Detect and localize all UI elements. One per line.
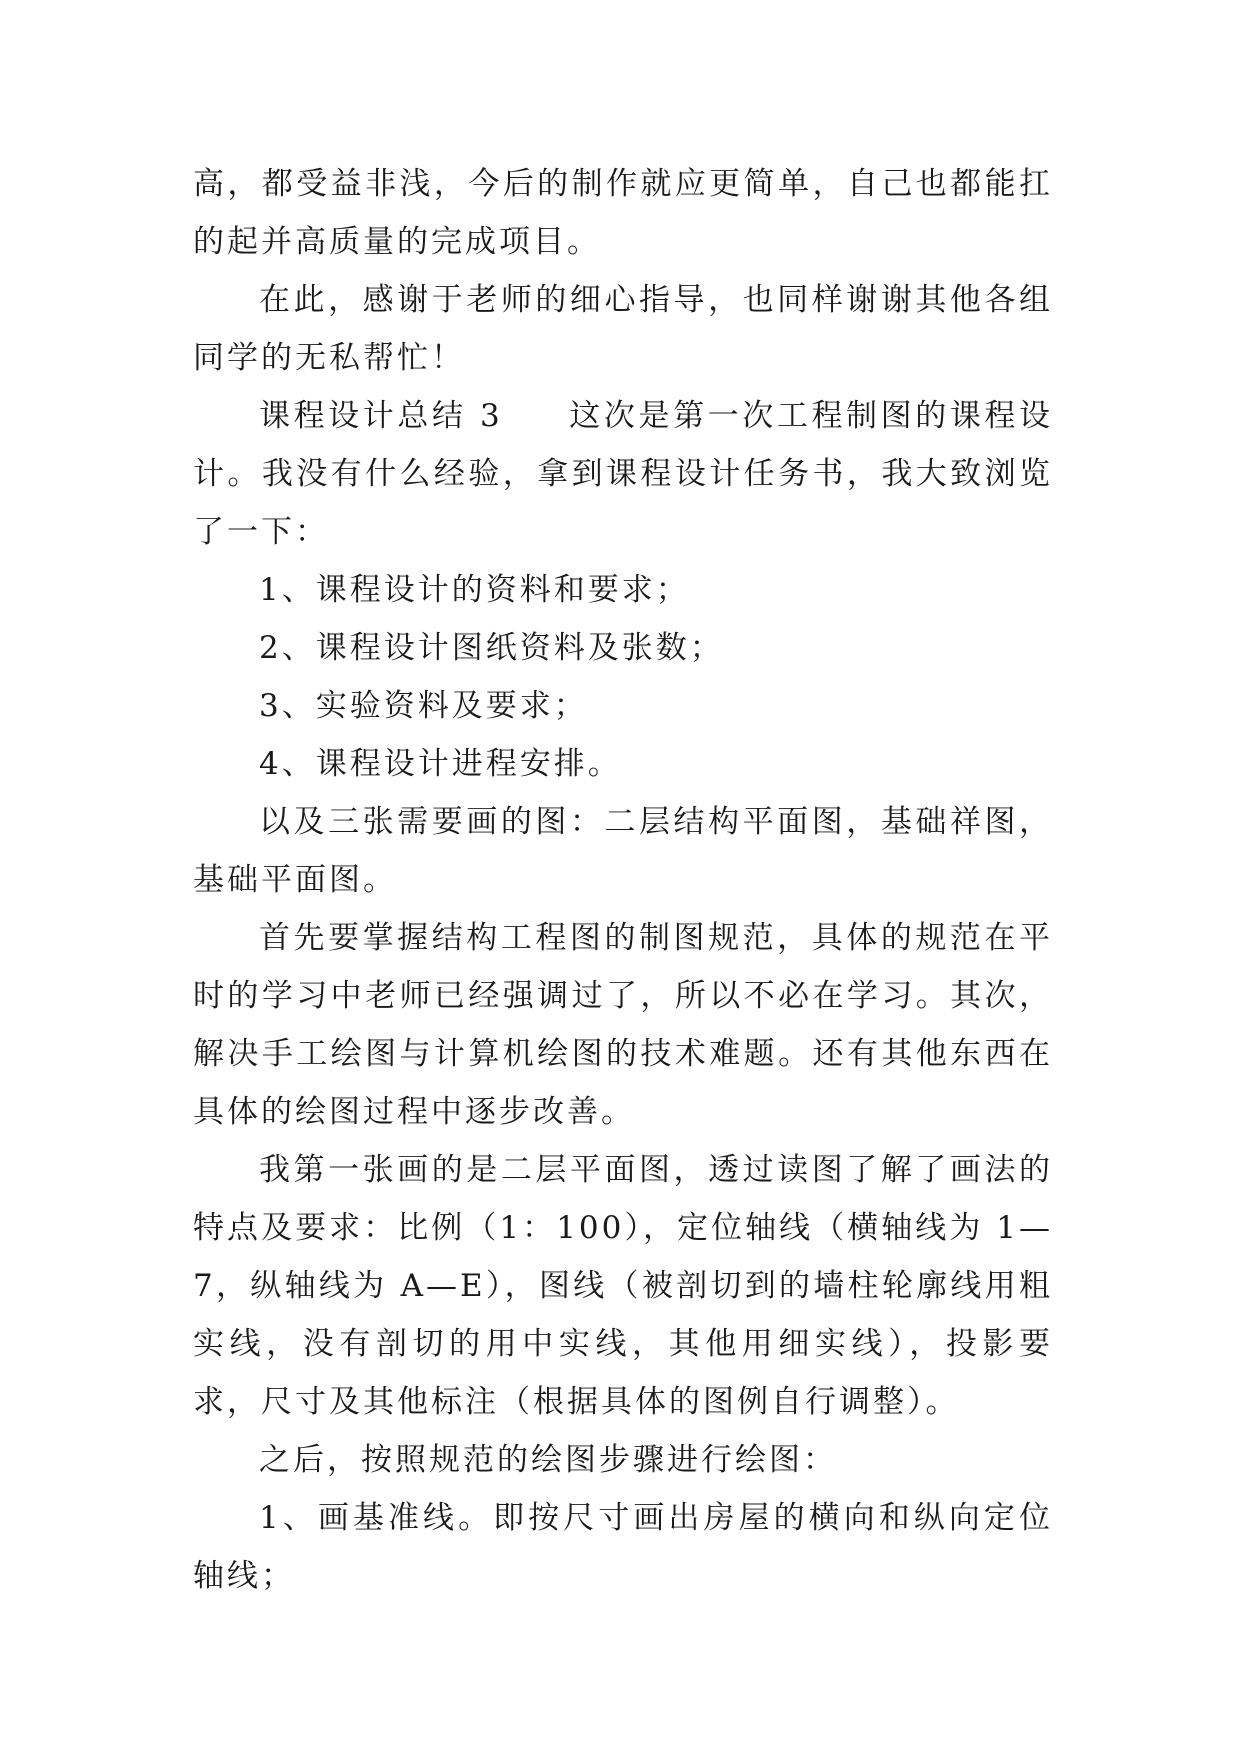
paragraph-with-heading [193,387,1053,561]
paragraph: 高，都受益非浅，今后的制作就应更简单，自己也都能扛的起并高质量的完成项目。 [193,166,1053,260]
paragraph: 我第一张画的是二层平面图，透过读图了解了画法的特点及要求：比例（1：100），定位轴线（横轴线为 1—7，纵轴线为 A—E），图线（被剖切到的墙柱轮廓线用粗实线，没有剖切的用中实线，其他用细实线），投影要求，尺寸及其他标注（根据具体的图例自行调整）。 [193,1152,1053,1420]
paragraph: 之后，按照规范的绘图步骤进行绘图： [259,1442,837,1478]
list-item: 3、实验资料及要求； [259,688,588,724]
paragraph: 以及三张需要画的图：二层结构平面图，基础祥图，基础平面图。 [193,804,1053,898]
paragraph: 在此，感谢于老师的细心指导，也同样谢谢其他各组同学的无私帮忙！ [193,282,1053,376]
paragraph-text: 这次是第一次工程制图的课程设计。我没有什么经验，拿到课程设计任务书，我大致浏览了一下： [193,398,1053,550]
document-body [193,155,1053,1605]
list-item: 2、课程设计图纸资料及张数； [259,630,724,666]
paragraph: 首先要掌握结构工程图的制图规范，具体的规范在平时的学习中老师已经强调过了，所以不必在学习。其次，解决手工绘图与计算机绘图的技术难题。还有其他东西在具体的绘图过程中逐步改善。 [193,920,1053,1130]
list-item: 1、画基准线。即按尺寸画出房屋的横向和纵向定位轴线； [193,1500,1053,1594]
section-heading: 课程设计总结 3 [259,398,503,434]
list-item: 4、课程设计进程安排。 [259,746,622,782]
list-item: 1、课程设计的资料和要求； [259,572,690,608]
